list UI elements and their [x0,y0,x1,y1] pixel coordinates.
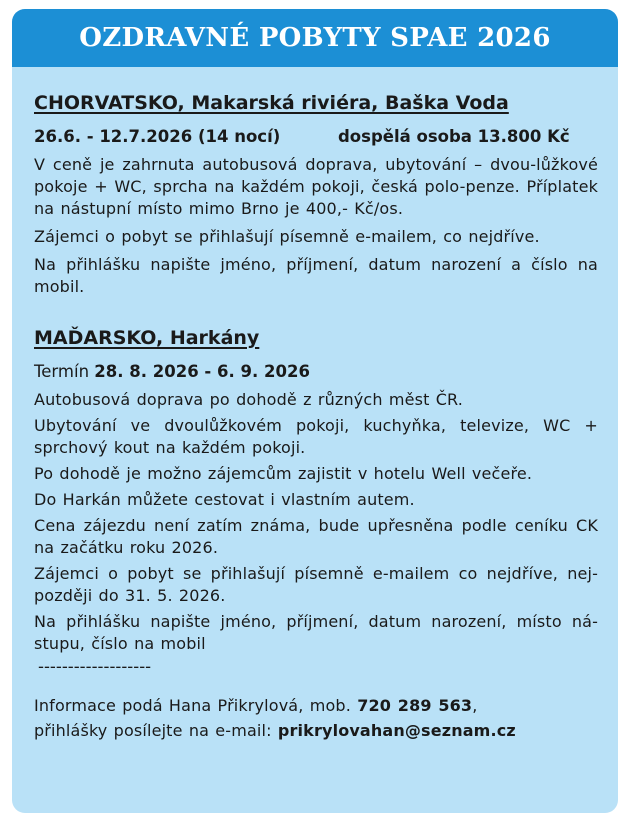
hungary-price: Cena zájezdu není zatím známa, bude upřesněna podle ceníku CK na začátku roku 2026. [34,516,598,557]
separator: ------------------- [38,657,152,676]
croatia-dates-price [34,127,598,147]
section-croatia-heading: CHORVATSKO, Makarská riviéra, Baška Voda [34,92,509,114]
term-value: 28. 8. 2026 - 6. 9. 2026 [94,362,310,381]
hungary-application: Na přihlášku napište jméno, příjmení, datum narození, místo ná-stupu, číslo na mobil [34,612,598,653]
contact-prefix: Informace podá Hana Přikrylová, mob. [34,696,351,715]
hungary-transport: Autobusová doprava po dohodě z různých měst ČR. [34,390,463,409]
page-title: OZDRAVNÉ POBYTY SPAE 2026 [79,23,551,53]
hungary-dinner: Po dohodě je možno zájemcům zajistit v hotelu Well večeře. [34,464,533,483]
croatia-price: dospělá osoba 13.800 Kč [338,127,570,146]
hungary-accommodation: Ubytování ve dvoulůžkovém pokoji, kuchyňka, televize, WC + sprchový kout na každém pokoji. [34,416,598,457]
contact-line [34,695,598,717]
croatia-included: V ceně je zahrnuta autobusová doprava, ubytování – dvou-lůžkové pokoje + WC, sprcha na každém pokoji, česká polo-penze. Příplatek na nástupní místo mimo Brno je 400,- Kč/os. [34,155,598,218]
email-prefix: přihlášky posílejte na e-mail: [34,721,272,740]
title-banner [12,9,618,67]
email-line [34,720,598,742]
hungary-own-car: Do Harkán můžete cestovat i vlastním autem. [34,490,415,509]
croatia-dates: 26.6. - 12.7.2026 (14 nocí) [34,127,281,146]
croatia-application: Na přihlášku napište jméno, příjmení, datum narození a číslo na mobil. [34,255,598,296]
info-card [12,9,618,813]
email-address: prikrylovahan@seznam.cz [277,721,516,740]
hungary-term [34,362,598,382]
hungary-signup: Zájemci o pobyt se přihlašují písemně e-mailem co nejdříve, nej-později do 31. 5. 2026. [34,564,598,605]
phone-number: 720 289 563 [357,696,473,715]
section-hungary-heading: MAĎARSKO, Harkány [34,327,260,349]
contact-suffix: , [472,696,478,715]
content [34,91,598,742]
croatia-signup: Zájemci o pobyt se přihlašují písemně e-mailem, co nejdříve. [34,227,540,246]
term-label: Termín [34,362,90,381]
